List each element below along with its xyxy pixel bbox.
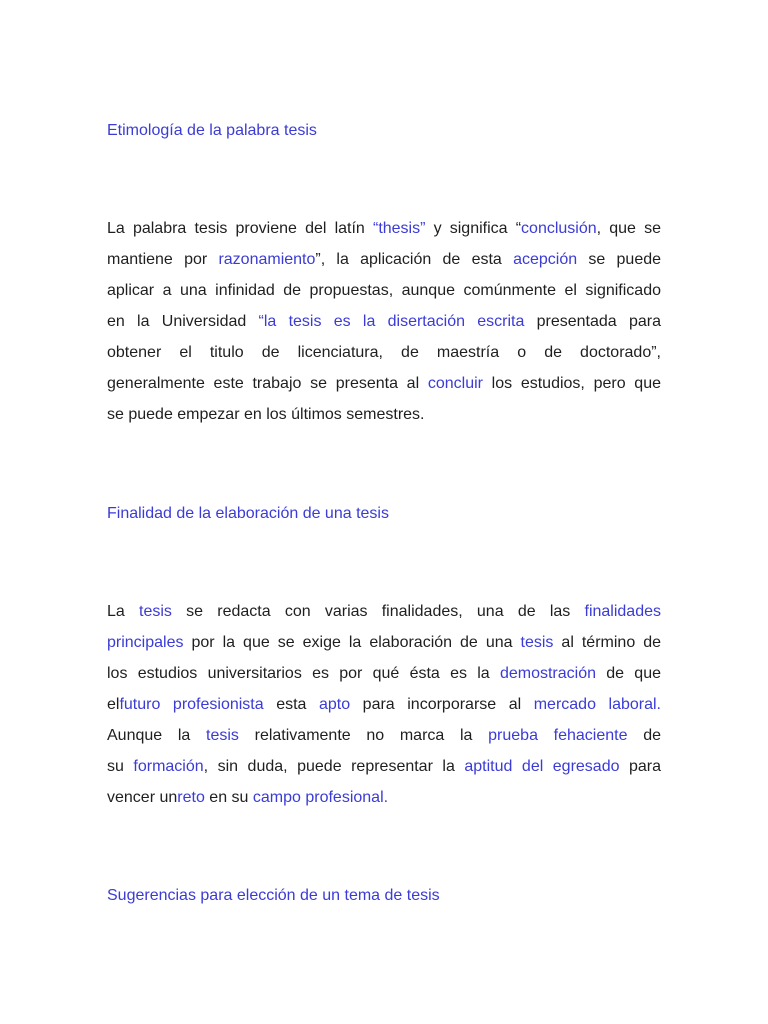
- link-aptitud-del-egresado[interactable]: aptitud del egresado: [464, 758, 620, 775]
- text-run: generalmente este trabajo se presenta al: [107, 375, 428, 392]
- text-run: , que se: [596, 220, 662, 237]
- section-heading-sugerencias[interactable]: Sugerencias para elección de un tema de tesis: [107, 887, 440, 904]
- text-run: mantiene por: [107, 251, 219, 268]
- text-run: La: [107, 603, 140, 620]
- paragraph-line: [107, 627, 661, 658]
- text-run: por la que se exige la elaboración de una: [183, 634, 521, 651]
- text-run: en su: [204, 789, 253, 806]
- text-run: .: [656, 696, 661, 713]
- text-run: se puede: [577, 251, 662, 268]
- link-tesis[interactable]: tesis: [520, 634, 554, 651]
- text-run: .: [383, 789, 389, 806]
- text-run: ”, la aplicación de esta: [315, 251, 514, 268]
- paragraph-line: se puede empezar en los últimos semestres.: [107, 406, 425, 423]
- text-run: el: [107, 696, 120, 713]
- link-finalidades[interactable]: finalidades: [584, 603, 661, 620]
- text-run: vencer un: [107, 789, 178, 806]
- paragraph-line: aplicar a una infinidad de propuestas, aunque comúnmente el significado: [107, 282, 661, 299]
- text-run: relativamente no marca la: [238, 727, 489, 744]
- link-tesis[interactable]: tesis: [139, 603, 172, 620]
- text-run: su: [107, 758, 134, 775]
- paragraph-line: [107, 720, 661, 751]
- text-run: para incorporarse al: [350, 696, 534, 713]
- text-run: de que: [595, 665, 661, 682]
- section-heading-etimologia[interactable]: Etimología de la palabra tesis: [107, 122, 317, 139]
- text-run: en la Universidad: [107, 313, 259, 330]
- text-run: La palabra tesis proviene del latín: [107, 220, 373, 237]
- link-demostracion[interactable]: demostración: [499, 665, 596, 682]
- paragraph-line: [107, 782, 661, 813]
- paragraph-line: [107, 689, 661, 720]
- link-prueba-fehaciente[interactable]: prueba fehaciente: [488, 727, 628, 744]
- paragraph-line: [107, 658, 661, 689]
- paragraph-line: [107, 244, 661, 275]
- text-run: presentada para: [524, 313, 661, 330]
- link-mercado-laboral[interactable]: mercado laboral: [533, 696, 657, 713]
- text-run: al término de: [553, 634, 662, 651]
- paragraph-line: [107, 751, 661, 782]
- paragraph-etimologia: [107, 213, 661, 430]
- paragraph-line: [107, 596, 661, 627]
- link-principales[interactable]: principales: [107, 634, 184, 651]
- link-acepcion[interactable]: acepción: [513, 251, 578, 268]
- link-formacion[interactable]: formación: [133, 758, 204, 775]
- text-run: Aunque la: [107, 727, 207, 744]
- link-conclusion[interactable]: conclusión: [521, 220, 597, 237]
- text-run: , sin duda, puede representar la: [203, 758, 465, 775]
- text-run: esta: [263, 696, 319, 713]
- paragraph-line: [107, 213, 661, 244]
- paragraph-line: [107, 306, 661, 337]
- paragraph-line: obtener el titulo de licenciatura, de maestría o de doctorado”,: [107, 344, 661, 361]
- section-heading-finalidad[interactable]: Finalidad de la elaboración de una tesis: [107, 505, 389, 522]
- link-thesis[interactable]: “thesis”: [372, 220, 426, 237]
- link-razonamiento[interactable]: razonamiento: [218, 251, 316, 268]
- text-run: los estudios universitarios es por qué ésta es la: [107, 665, 500, 682]
- link-futuro-profesionista[interactable]: futuro profesionista: [119, 696, 264, 713]
- text-run: para: [619, 758, 662, 775]
- paragraph-finalidad: [107, 596, 661, 813]
- link-apto[interactable]: apto: [318, 696, 351, 713]
- link-campo-profesional[interactable]: campo profesional: [252, 789, 384, 806]
- text-run: los estudios, pero que: [482, 375, 662, 392]
- text-run: de: [627, 727, 661, 744]
- text-run: se redacta con varias finalidades, una de las: [171, 603, 585, 620]
- link-reto[interactable]: reto: [177, 789, 205, 806]
- text-run: y significa “: [425, 220, 522, 237]
- link-disertacion-escrita[interactable]: “la tesis es la disertación escrita: [258, 313, 525, 330]
- link-tesis[interactable]: tesis: [206, 727, 239, 744]
- paragraph-line: [107, 368, 661, 399]
- link-concluir[interactable]: concluir: [427, 375, 483, 392]
